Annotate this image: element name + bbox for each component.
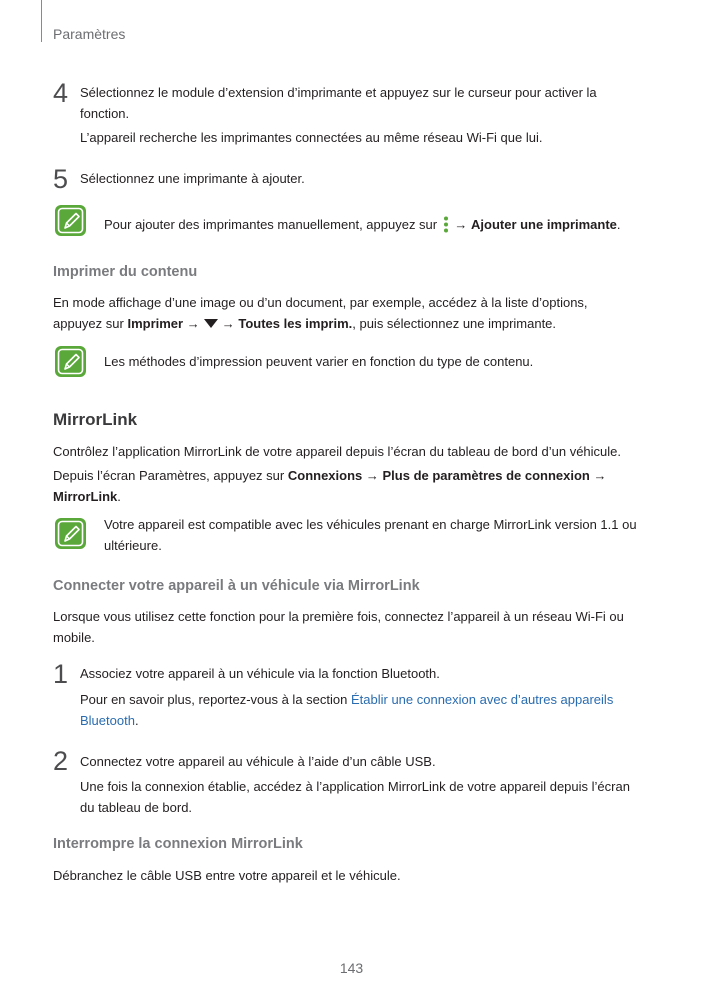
- step-5-text: Sélectionnez une imprimante à ajouter.: [80, 171, 305, 186]
- arrow: →: [593, 468, 607, 483]
- step-4-line1: Sélectionnez le module d’extension d’imprimante et appuyez sur le curseur pour activer la: [80, 85, 597, 100]
- print-label: Imprimer: [127, 316, 184, 331]
- step-number-4: 4: [53, 78, 69, 108]
- step-number-2: 2: [53, 746, 69, 776]
- period: .: [134, 713, 139, 728]
- note-pencil-icon: [54, 517, 87, 550]
- mirrorlink-path-prefix: Depuis l’écran Paramètres, appuyez sur: [53, 468, 285, 483]
- connect-intro-line1: Lorsque vous utilisez cette fonction pour la première fois, connectez l’appareil à un réseau Wi-Fi ou: [53, 609, 624, 624]
- more-options-icon: [443, 216, 449, 233]
- mirrorlink-path-line1: [53, 465, 607, 486]
- arrow: →: [221, 316, 235, 331]
- step-2-detail: [80, 776, 630, 818]
- step-1-text: Associez votre appareil à un véhicule via la fonction Bluetooth.: [80, 666, 440, 681]
- note-1-after: .: [616, 217, 621, 232]
- bluetooth-section-link[interactable]: Établir une connexion avec d’autres appareils: [350, 692, 614, 707]
- more-connection-settings-label: Plus de paramètres de connexion: [382, 468, 590, 483]
- step-4-detail: L’appareil recherche les imprimantes connectées au même réseau Wi-Fi que lui.: [80, 130, 543, 145]
- arrow: →: [454, 217, 468, 232]
- header-divider: [41, 0, 42, 42]
- print-content-line1: En mode affichage d’une image ou d’un document, par exemple, accédez à la liste d’options,: [53, 295, 588, 310]
- step-2-detail-line1: Une fois la connexion établie, accédez à l’application MirrorLink de votre appareil depuis l’écran: [80, 779, 630, 794]
- subheading-print-content: Imprimer du contenu: [53, 264, 198, 280]
- add-printer-label: Ajouter une imprimante: [471, 217, 617, 232]
- print-content-prefix: appuyez sur: [53, 316, 124, 331]
- step-4-line2: fonction.: [80, 106, 130, 121]
- step-number-1: 1: [53, 659, 69, 689]
- print-content-text: [53, 292, 588, 334]
- subheading-connect-vehicle: Connecter votre appareil à un véhicule via MirrorLink: [53, 578, 420, 594]
- step-2-text: Connectez votre appareil au véhicule à l’aide d’un câble USB.: [80, 754, 436, 769]
- all-printers-label: Toutes les imprim.: [238, 316, 353, 331]
- dropdown-triangle-icon: [204, 319, 218, 328]
- section-title-mirrorlink: MirrorLink: [53, 410, 138, 429]
- step-1-detail: [80, 689, 613, 731]
- step-1-detail-prefix: Pour en savoir plus, reportez-vous à la section: [80, 692, 348, 707]
- mirrorlink-path: [53, 465, 607, 507]
- step-number-5: 5: [53, 164, 69, 194]
- note-3-text: [104, 514, 637, 556]
- step-2-detail-line2: du tableau de bord.: [80, 800, 193, 815]
- interrupt-text: Débranchez le câble USB entre votre appareil et le véhicule.: [53, 868, 401, 883]
- arrow: →: [186, 316, 200, 331]
- print-content-line2: [53, 313, 588, 334]
- note-3-line2: ultérieure.: [104, 538, 162, 553]
- note-pencil-icon: [54, 345, 87, 378]
- page-header-title: Paramètres: [53, 26, 126, 42]
- note-1-text: [104, 214, 621, 235]
- print-content-suffix: , puis sélectionnez une imprimante.: [352, 316, 557, 331]
- page-number: 143: [339, 960, 364, 976]
- subheading-interrupt: Interrompre la connexion MirrorLink: [53, 836, 303, 852]
- bluetooth-section-link-cont[interactable]: Bluetooth: [80, 713, 135, 728]
- note-2-text: Les méthodes d’impression peuvent varier en fonction du type de contenu.: [104, 354, 534, 369]
- mirrorlink-path-line2: [53, 486, 607, 507]
- note-3-line1: Votre appareil est compatible avec les véhicules prenant en charge MirrorLink version 1.1 ou: [104, 517, 637, 532]
- connect-intro-line2: mobile.: [53, 630, 95, 645]
- note-1-before: Pour ajouter des imprimantes manuellement, appuyez sur: [104, 217, 438, 232]
- arrow: →: [365, 468, 379, 483]
- step-4-text: [80, 82, 597, 124]
- note-pencil-icon: [54, 204, 87, 237]
- step-1-detail-line1: [80, 689, 613, 710]
- connections-label: Connexions: [287, 468, 363, 483]
- mirrorlink-intro: Contrôlez l’application MirrorLink de votre appareil depuis l’écran du tableau de bord d’un véhicule.: [53, 444, 622, 459]
- connect-intro: [53, 606, 624, 648]
- mirrorlink-label: MirrorLink: [53, 489, 118, 504]
- step-1-detail-line2: [80, 710, 613, 731]
- period: .: [117, 489, 121, 504]
